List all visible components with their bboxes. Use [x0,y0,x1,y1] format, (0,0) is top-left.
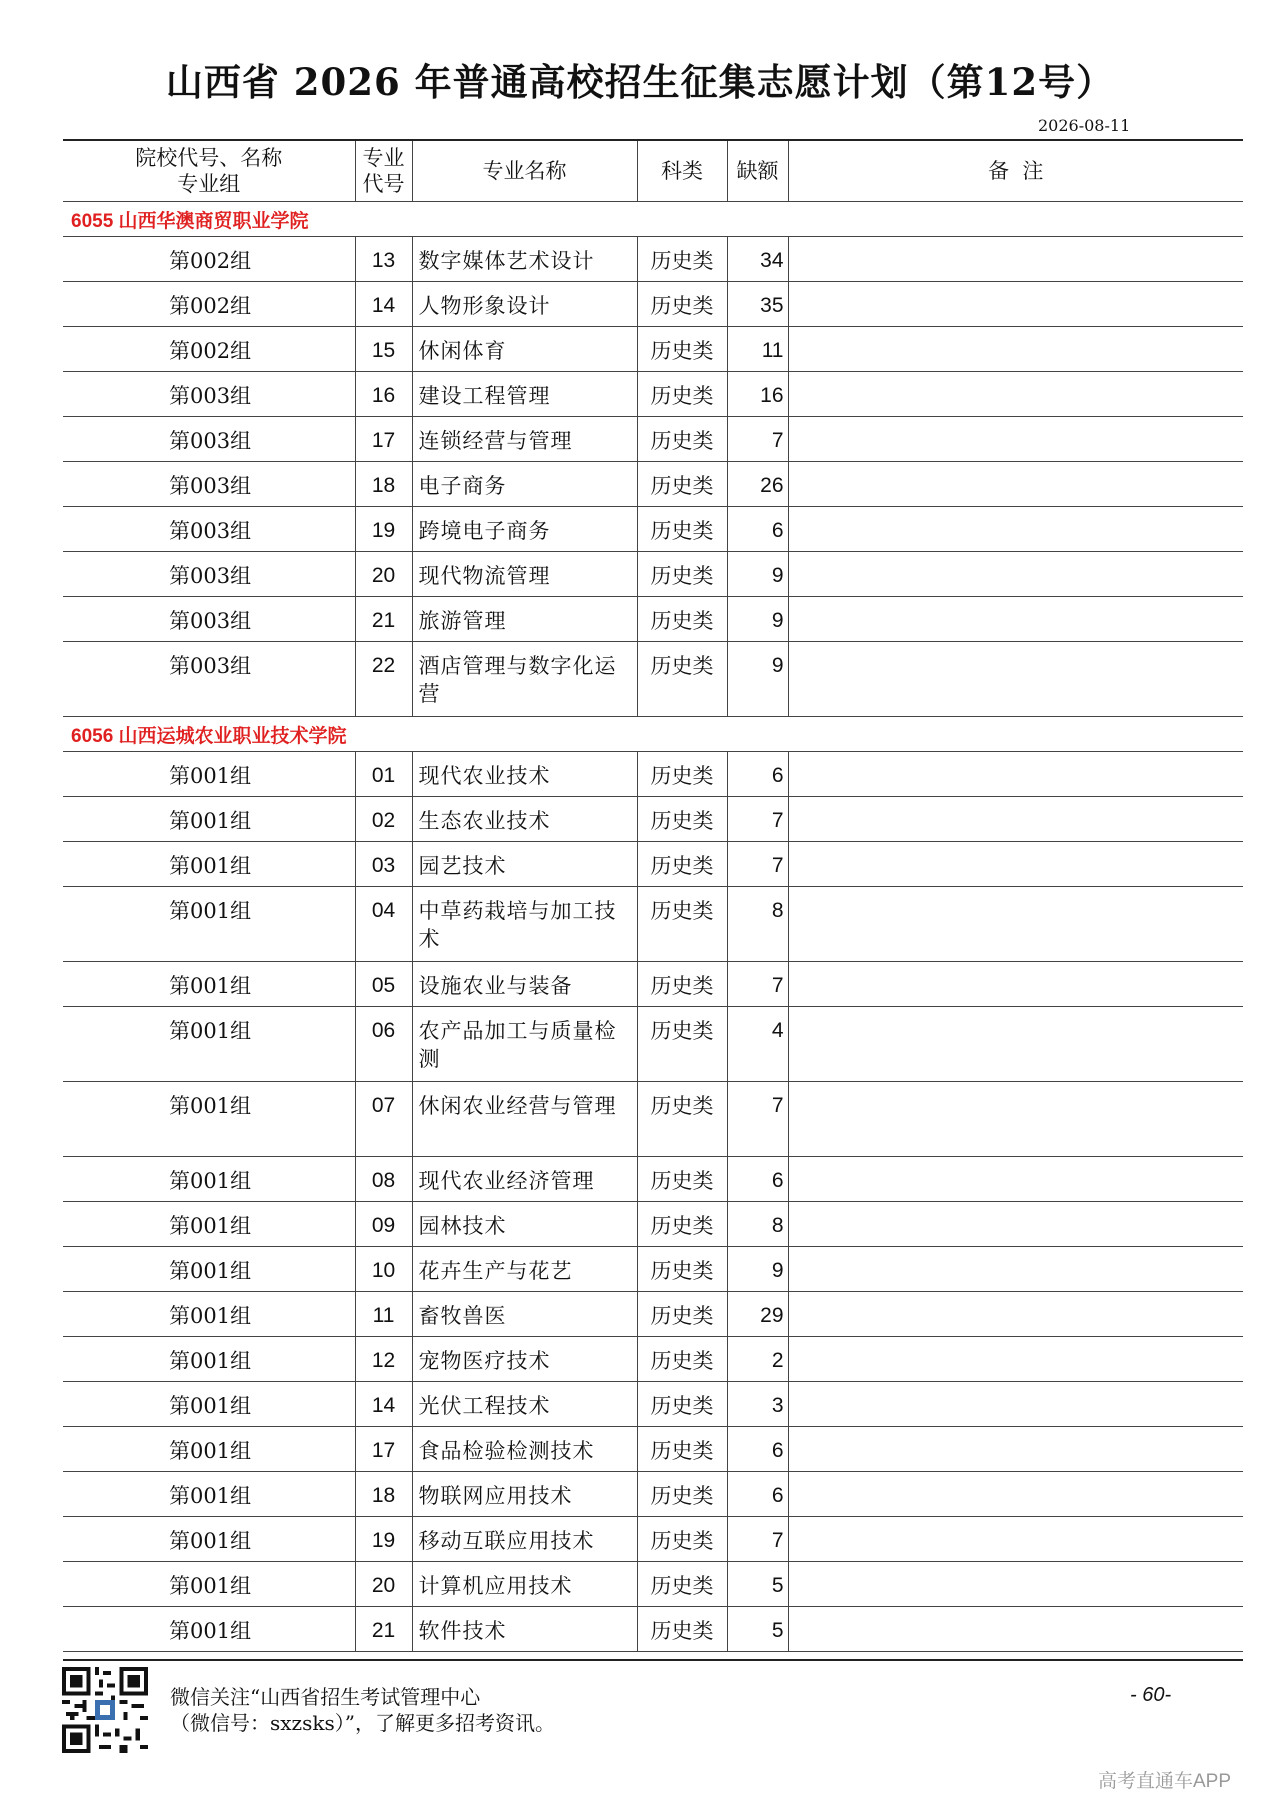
code-cell: 13 [355,237,412,282]
quota-cell: 8 [727,1202,788,1247]
category-cell: 历史类 [637,237,727,282]
remarks-cell [788,1607,1243,1652]
remarks-cell [788,1337,1243,1382]
quota-cell: 7 [727,842,788,887]
group-cell: 第001组 [63,1382,355,1427]
remarks-cell [788,327,1243,372]
quota-cell: 5 [727,1607,788,1652]
code-cell: 21 [355,1607,412,1652]
group-cell: 第002组 [63,327,355,372]
name-cell: 酒店管理与数字化运营 [412,642,637,717]
code-cell: 14 [355,1382,412,1427]
name-cell: 宠物医疗技术 [412,1337,637,1382]
category-cell: 历史类 [637,1082,727,1157]
table-row [63,462,1243,507]
group-cell: 第001组 [63,1427,355,1472]
remarks-cell [788,1382,1243,1427]
remarks-cell [788,1157,1243,1202]
remarks-cell [788,372,1243,417]
category-cell: 历史类 [637,597,727,642]
remarks-cell [788,1082,1243,1157]
remarks-cell [788,1427,1243,1472]
quota-cell: 11 [727,327,788,372]
table-row [63,797,1243,842]
remarks-cell [788,797,1243,842]
table-row [63,372,1243,417]
name-cell: 休闲体育 [412,327,637,372]
name-cell: 食品检验检测技术 [412,1427,637,1472]
group-cell: 第003组 [63,462,355,507]
table-row [63,1427,1243,1472]
footer-note [170,1684,555,1736]
code-cell: 08 [355,1157,412,1202]
remarks-cell [788,1562,1243,1607]
name-cell: 计算机应用技术 [412,1562,637,1607]
group-cell: 第001组 [63,1202,355,1247]
name-cell: 旅游管理 [412,597,637,642]
name-cell: 生态农业技术 [412,797,637,842]
category-cell: 历史类 [637,1292,727,1337]
table-row [63,1202,1243,1247]
name-cell: 物联网应用技术 [412,1472,637,1517]
group-cell: 第001组 [63,887,355,962]
table-row [63,507,1243,552]
group-cell: 第001组 [63,1157,355,1202]
school-header-row [63,717,1243,752]
qr-code-icon [62,1667,148,1753]
group-cell: 第001组 [63,842,355,887]
header-code-line2: 代号 [362,172,405,196]
code-cell: 12 [355,1337,412,1382]
code-cell: 04 [355,887,412,962]
group-cell: 第003组 [63,507,355,552]
name-cell: 数字媒体艺术设计 [412,237,637,282]
code-cell: 19 [355,1517,412,1562]
table-header-row [63,140,1243,202]
name-cell: 软件技术 [412,1607,637,1652]
quota-cell: 29 [727,1292,788,1337]
table-row [63,282,1243,327]
table-row [63,1292,1243,1337]
name-cell: 移动互联应用技术 [412,1517,637,1562]
remarks-cell [788,417,1243,462]
name-cell: 人物形象设计 [412,282,637,327]
quota-cell: 7 [727,417,788,462]
code-cell: 18 [355,1472,412,1517]
category-cell: 历史类 [637,507,727,552]
remarks-cell [788,597,1243,642]
page-number: - 60- [1130,1684,1172,1706]
table-row [63,237,1243,282]
name-cell: 跨境电子商务 [412,507,637,552]
remarks-cell [788,552,1243,597]
name-cell: 建设工程管理 [412,372,637,417]
table-row [63,962,1243,1007]
remarks-cell [788,842,1243,887]
group-cell: 第003组 [63,372,355,417]
table-row [63,642,1243,717]
table-row [63,1337,1243,1382]
quota-cell: 7 [727,1517,788,1562]
remarks-cell [788,1007,1243,1082]
document-date: 2026-08-11 [1038,116,1131,135]
quota-cell: 6 [727,752,788,797]
header-group-line2: 专业组 [177,172,241,196]
code-cell: 14 [355,282,412,327]
name-cell: 园艺技术 [412,842,637,887]
name-cell: 畜牧兽医 [412,1292,637,1337]
category-cell: 历史类 [637,1337,727,1382]
bottom-rule [63,1659,1243,1661]
code-cell: 22 [355,642,412,717]
code-cell: 02 [355,797,412,842]
group-cell: 第003组 [63,417,355,462]
quota-cell: 9 [727,597,788,642]
school-name: 6056 山西运城农业职业技术学院 [63,717,1243,752]
quota-cell: 7 [727,1082,788,1157]
table-row [63,597,1243,642]
header-code [355,140,412,202]
category-cell: 历史类 [637,642,727,717]
name-cell: 电子商务 [412,462,637,507]
remarks-cell [788,237,1243,282]
table-row [63,887,1243,962]
category-cell: 历史类 [637,372,727,417]
group-cell: 第003组 [63,552,355,597]
quota-cell: 6 [727,1157,788,1202]
name-cell: 休闲农业经营与管理 [412,1082,637,1157]
category-cell: 历史类 [637,1427,727,1472]
quota-cell: 16 [727,372,788,417]
remarks-cell [788,1292,1243,1337]
header-quota: 缺额 [727,140,788,202]
code-cell: 01 [355,752,412,797]
category-cell: 历史类 [637,282,727,327]
quota-cell: 6 [727,1427,788,1472]
category-cell: 历史类 [637,1607,727,1652]
group-cell: 第001组 [63,1607,355,1652]
quota-cell: 2 [727,1337,788,1382]
quota-cell: 9 [727,642,788,717]
group-cell: 第002组 [63,282,355,327]
code-cell: 07 [355,1082,412,1157]
quota-cell: 26 [727,462,788,507]
quota-cell: 34 [727,237,788,282]
school-name: 6055 山西华澳商贸职业学院 [63,202,1243,237]
code-cell: 17 [355,417,412,462]
code-cell: 10 [355,1247,412,1292]
group-cell: 第003组 [63,642,355,717]
footer-line2: （微信号：sxzsks）”，了解更多招考资讯。 [170,1711,555,1735]
name-cell: 连锁经营与管理 [412,417,637,462]
school-header-row [63,202,1243,237]
table-row [63,1562,1243,1607]
remarks-cell [788,1202,1243,1247]
category-cell: 历史类 [637,1202,727,1247]
quota-cell: 4 [727,1007,788,1082]
remarks-cell [788,282,1243,327]
group-cell: 第001组 [63,1517,355,1562]
table-row [63,417,1243,462]
code-cell: 05 [355,962,412,1007]
remarks-cell [788,1247,1243,1292]
quota-cell: 6 [727,1472,788,1517]
name-cell: 花卉生产与花艺 [412,1247,637,1292]
header-code-line1: 专业 [362,146,405,170]
document-title: 山西省 2026 年普通高校招生征集志愿计划（第12号） [165,60,1115,104]
code-cell: 20 [355,552,412,597]
name-cell: 农产品加工与质量检测 [412,1007,637,1082]
code-cell: 21 [355,597,412,642]
footer-line1: 微信关注“山西省招生考试管理中心 [170,1685,481,1709]
table-row [63,552,1243,597]
header-group [63,140,355,202]
code-cell: 19 [355,507,412,552]
category-cell: 历史类 [637,462,727,507]
group-cell: 第003组 [63,597,355,642]
table-row [63,1082,1243,1157]
group-cell: 第002组 [63,237,355,282]
table-row [63,1007,1243,1082]
group-cell: 第001组 [63,1337,355,1382]
code-cell: 20 [355,1562,412,1607]
category-cell: 历史类 [637,1562,727,1607]
header-group-line1: 院校代号、名称 [135,146,283,170]
header-name: 专业名称 [412,140,637,202]
category-cell: 历史类 [637,1157,727,1202]
category-cell: 历史类 [637,1517,727,1562]
name-cell: 光伏工程技术 [412,1382,637,1427]
remarks-cell [788,507,1243,552]
remarks-cell [788,887,1243,962]
group-cell: 第001组 [63,1082,355,1157]
group-cell: 第001组 [63,1007,355,1082]
category-cell: 历史类 [637,842,727,887]
table-row [63,1157,1243,1202]
category-cell: 历史类 [637,1007,727,1082]
table-row [63,1382,1243,1427]
category-cell: 历史类 [637,552,727,597]
category-cell: 历史类 [637,752,727,797]
quota-cell: 5 [727,1562,788,1607]
code-cell: 09 [355,1202,412,1247]
group-cell: 第001组 [63,797,355,842]
group-cell: 第001组 [63,962,355,1007]
name-cell: 园林技术 [412,1202,637,1247]
group-cell: 第001组 [63,1247,355,1292]
group-cell: 第001组 [63,752,355,797]
category-cell: 历史类 [637,962,727,1007]
category-cell: 历史类 [637,327,727,372]
table-row [63,1247,1243,1292]
remarks-cell [788,1472,1243,1517]
category-cell: 历史类 [637,887,727,962]
group-cell: 第001组 [63,1562,355,1607]
category-cell: 历史类 [637,1382,727,1427]
remarks-cell [788,462,1243,507]
category-cell: 历史类 [637,1247,727,1292]
remarks-cell [788,1517,1243,1562]
plan-table [63,139,1243,1652]
watermark: 高考直通车APP [1098,1771,1232,1792]
table-row [63,1607,1243,1652]
table-row [63,327,1243,372]
quota-cell: 3 [727,1382,788,1427]
quota-cell: 8 [727,887,788,962]
remarks-cell [788,962,1243,1007]
code-cell: 11 [355,1292,412,1337]
quota-cell: 7 [727,962,788,1007]
quota-cell: 35 [727,282,788,327]
table-row [63,1472,1243,1517]
remarks-cell [788,752,1243,797]
header-remarks: 备 注 [788,140,1243,202]
code-cell: 17 [355,1427,412,1472]
code-cell: 18 [355,462,412,507]
name-cell: 设施农业与装备 [412,962,637,1007]
code-cell: 15 [355,327,412,372]
category-cell: 历史类 [637,1472,727,1517]
quota-cell: 9 [727,1247,788,1292]
group-cell: 第001组 [63,1472,355,1517]
remarks-cell [788,642,1243,717]
name-cell: 中草药栽培与加工技术 [412,887,637,962]
code-cell: 03 [355,842,412,887]
code-cell: 06 [355,1007,412,1082]
quota-cell: 9 [727,552,788,597]
code-cell: 16 [355,372,412,417]
quota-cell: 6 [727,507,788,552]
header-category: 科类 [637,140,727,202]
name-cell: 现代农业技术 [412,752,637,797]
table-row [63,842,1243,887]
quota-cell: 7 [727,797,788,842]
table-body [63,202,1243,1652]
table-row [63,752,1243,797]
name-cell: 现代物流管理 [412,552,637,597]
category-cell: 历史类 [637,417,727,462]
name-cell: 现代农业经济管理 [412,1157,637,1202]
group-cell: 第001组 [63,1292,355,1337]
table-row [63,1517,1243,1562]
category-cell: 历史类 [637,797,727,842]
